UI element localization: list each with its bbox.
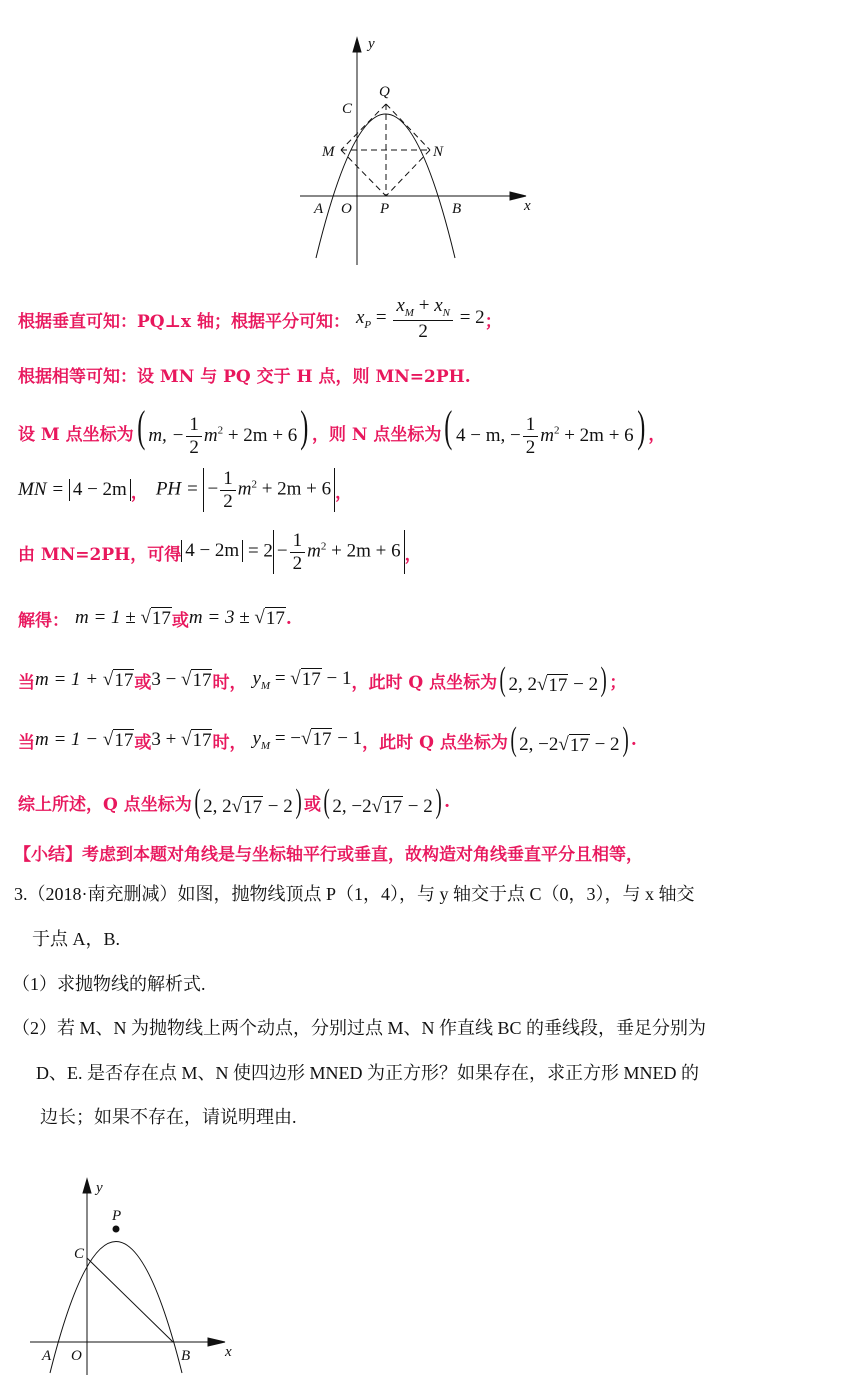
text: 根据相等可知：设 MN 与 PQ 交于 H 点，则 MN=2PH.	[18, 367, 471, 387]
label-x: x	[225, 1344, 232, 1360]
label-B: B	[452, 201, 462, 217]
text: 设 M 点坐标为	[18, 424, 134, 445]
summary-text: 【小结】考虑到本题对角线是与坐标轴平行或垂直，故构造对角线垂直平分且相等，	[14, 845, 643, 865]
text: .	[630, 730, 637, 750]
text: 或	[171, 611, 189, 631]
formula-m2: m = 3 ± √ 17	[188, 607, 285, 629]
solution-line-mn-ph	[18, 465, 352, 515]
text: ，	[648, 424, 666, 445]
text: 解得：	[18, 611, 69, 631]
text: 或	[304, 794, 322, 815]
text: .	[444, 792, 450, 812]
text: ，	[404, 544, 422, 565]
formula-m-coord: ( m, − $\frac{1}{2}$ $m^2 + 2m + 6$)	[136, 402, 309, 459]
formula: 3 + √ 17	[151, 728, 212, 751]
problem-3-question-2-line3: 边长；如果不存在，请说明理由.	[40, 1107, 297, 1127]
formula-n-coord: ( 4 − m, − $\frac{1}{2}$ $m^2 + 2m + 6$)	[444, 402, 646, 459]
solution-line-equation	[18, 527, 422, 577]
label-B: B	[181, 1348, 191, 1364]
text: 由 MN=2PH，可得	[18, 544, 182, 565]
label-P: P	[112, 1208, 122, 1224]
label-x: x	[524, 198, 531, 214]
label-A: A	[42, 1348, 52, 1364]
formula-q: ( 2, 2√ 17 − 2)	[499, 661, 607, 698]
parabola	[50, 1242, 182, 1374]
solution-line-perpendicular	[18, 292, 502, 346]
problem-3-question-2-line2: D、E. 是否存在点 M、N 使四边形 MNED 为正方形？如果存在，求正方形 MNED 的	[36, 1063, 699, 1083]
text: 时，	[212, 732, 247, 753]
formula-q: ( 2, −2√ 17 − 2)	[510, 721, 629, 758]
label-M: M	[322, 144, 335, 160]
label-O: O	[71, 1348, 82, 1364]
solution-line-coords	[18, 404, 665, 460]
formula-ph: PH = − $\frac{1}{2}$ $m^2 + 2m + 6$	[156, 468, 335, 513]
label-Q: Q	[379, 84, 390, 100]
label-y: y	[368, 36, 375, 52]
problem-3-stem-line1: 3.（2018·南充删减）如图，抛物线顶点 P（1，4），与 y 轴交于点 C（0，3），与 x 轴交	[14, 884, 695, 904]
formula-q2: ( 2, −2√ 17 − 2)	[323, 783, 442, 820]
text: 根据垂直可知：PQ⊥x 轴；根据平分可知：	[18, 311, 350, 332]
formula-mn: MN = 4 − 2m	[18, 479, 131, 501]
formula-ym: $y_M$ = √ 17 − 1	[252, 668, 352, 692]
problem-3-stem-line2: 于点 A，B.	[32, 929, 121, 949]
formula: m = 1 + √ 17	[35, 668, 134, 691]
solution-line-case2	[18, 722, 637, 758]
solution-line-conclusion	[18, 784, 450, 820]
formula-m1: m = 1 ± √ 17	[75, 607, 171, 629]
label-C: C	[74, 1246, 85, 1262]
figure-parabola-square	[290, 30, 550, 270]
label-C: C	[342, 101, 353, 117]
text: 当	[18, 672, 35, 693]
formula: 3 − √ 17	[151, 668, 212, 691]
text: ，	[130, 482, 148, 503]
label-A: A	[314, 201, 324, 217]
text: 或	[134, 732, 152, 753]
text: ，则 N 点坐标为	[311, 424, 442, 445]
text: 时，	[212, 672, 247, 693]
text: ；	[609, 672, 627, 693]
summary	[14, 840, 643, 865]
problem-3-question-2-line1: （2）若 M、N 为抛物线上两个动点，分别过点 M、N 作直线 BC 的垂线段，垂足分别为	[12, 1018, 707, 1038]
problem-3-question-1: （1）求抛物线的解析式.	[12, 974, 206, 994]
formula-xp: $x_P$ = $\frac{x_M + x_N}{2}$ = 2	[355, 295, 485, 342]
text: 综上所述，Q 点坐标为	[18, 794, 192, 815]
formula-ym: $y_M$ = −√ 17 − 1	[252, 728, 363, 752]
figure-parabola-bc	[20, 1170, 250, 1380]
solution-line-solve	[18, 606, 292, 631]
text: 当	[18, 732, 35, 753]
label-P: P	[380, 201, 390, 217]
solution-line-equal	[18, 362, 471, 387]
formula-equation: 4 − 2m = 2 − $\frac{1}{2}$ $m^2 + 2m + 6$	[181, 530, 404, 575]
solution-line-case1	[18, 662, 626, 698]
vertex-point	[113, 1226, 120, 1233]
label-N: N	[433, 144, 444, 160]
formula: m = 1 − √ 17	[35, 728, 134, 751]
text: ，此时 Q 点坐标为	[351, 672, 498, 693]
text: .	[285, 608, 292, 629]
label-O: O	[341, 201, 352, 217]
text: ，此时 Q 点坐标为	[362, 732, 508, 753]
text: 或	[134, 672, 152, 693]
text: ，	[335, 482, 353, 503]
formula-q1: ( 2, 2√ 17 − 2)	[194, 783, 302, 820]
text: ；	[484, 311, 502, 332]
label-y: y	[96, 1180, 103, 1196]
